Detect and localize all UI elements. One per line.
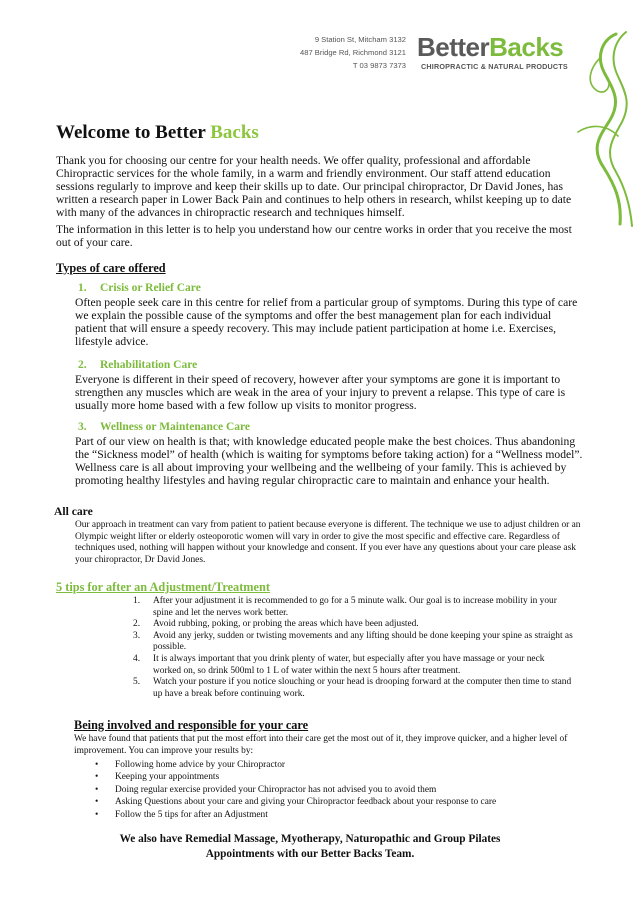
tip-number: 3. [133,630,141,641]
tip-text: Avoid rubbing, poking, or probing the areas which have been adjusted. [153,619,419,630]
care-type-title [78,359,197,371]
care-type-title [78,282,201,294]
all-care-text: Our approach in treatment can vary from patient to patient because everyone is different. The technique we use to adjust children or an Olympic weight lifter or elderly osteoporotic women will vary in order to give the most specific and effective care. Regardless of techniques used, nothing will happen without your knowledge and consent. If you ever have any questions about your care please ask your chiropractor, Dr David Jones. [75,520,581,566]
care-type-name: Crisis or Relief Care [100,282,201,294]
phone-line: T 03 9873 7373 [352,61,406,70]
tip-text: After your adjustment it is recommended to go for a 5 minute walk. Our goal is to increase mobility in your spine and let the nerves work better. [153,596,557,618]
list-item [95,784,496,796]
bullet-icon: • [95,772,99,783]
list-item-text: Following home advice by your Chiropractor [115,760,286,770]
address-line-2: 487 Bridge Rd, Richmond 3121 [300,48,406,57]
bullet-icon: • [95,797,99,808]
care-type-title [78,421,250,433]
care-type-name: Rehabilitation Care [100,359,198,371]
intro-paragraph: Thank you for choosing our centre for your health needs. We offer quality, professional and affordable Chiropractic services for the whole family, in a warm and friendly environment. Our staff attend education sessions regularly to improve and keep their skills up to date. Our principal chiropractor, Dr David Jones, has written a research paper in Lower Back Pain and continues to help others in research, whilst keeping up to date with many of the advances in chiropractic research and techniques himself. [56,154,572,219]
bullet-icon: • [95,760,99,770]
logo-word-backs: Backs [489,32,564,62]
all-care-heading: All care [54,505,93,518]
care-type-description: Everyone is different in their speed of recovery, however after your symptoms are gone it is important to strengthen any muscles which are weak in the area of your injury to prevent a relapse. This type of care is usually more home based with a few follow up visits to monitor progress. [75,373,566,412]
tip-text: It is always important that you drink plenty of water, but especially after you have massage or your neck worked on, so drink 500ml to 1 L of water within the next 5 hours after treatment. [153,653,545,676]
care-type-description: Part of our view on health is that; with knowledge educated people make the best choices. Thus abandoning the “Sickness model” of health (which is waiting for symptoms before taking action) for a “Wellness model”. Wellness care is all about improving your wellbeing and the wellbeing of your family. This is achieved by promoting healthy lifestyles and having regular chiropractic care to maintain and enhance your health. [75,435,583,487]
tip-number: 2. [133,619,141,630]
list-item [95,809,496,821]
tip-text: Watch your posture if you notice slouching or your head is drooping forward at the computer then time to stand up have a break before continuing work. [153,677,572,699]
tip-number: 5. [133,677,141,688]
list-item [95,759,496,771]
tip-item [133,677,573,700]
tip-item [133,631,573,654]
list-item-text: Asking Questions about your care and giving your Chiropractor feedback about your response to care [115,797,497,808]
logo-word-better: Better [417,32,490,62]
list-item [95,771,496,783]
involved-bullet-list [95,759,496,821]
tip-item [133,596,573,619]
bullet-icon: • [95,784,99,795]
care-type-number: 1. [78,282,87,294]
logo-tagline: CHIROPRACTIC & NATURAL PRODUCTS [421,62,568,71]
care-type-name: Wellness or Maintenance Care [100,421,251,433]
tips-list [133,596,573,700]
list-item-text: Follow the 5 tips for after an Adjustment [115,809,268,820]
list-item-text: Doing regular exercise provided your Chiropractor has not advised you to avoid them [115,784,437,795]
address-line-1: 9 Station St, Mitcham 3132 [314,35,406,44]
footer-line-1: We also have Remedial Massage, Myotherapy, Naturopathic and Group Pilates [119,833,501,845]
care-type-description: Often people seek care in this centre for relief from a particular group of symptoms. During this type of care we explain the possible cause of the symptoms and offer the best management plan for each individual patient that will ensure a speedy recovery. This may include patient participation at home i.e. Exercises, lifestyle advice. [75,296,578,348]
list-item-text: Keeping your appointments [115,772,220,783]
tip-number: 1. [133,596,141,606]
tip-item [133,619,573,631]
care-type-number: 3. [78,421,87,433]
tip-number: 4. [133,653,141,664]
bullet-icon: • [95,809,99,820]
title-part-2: Backs [210,122,259,143]
intro-purpose: The information in this letter is to help you understand how our centre works in order that you receive the most out of your care. [56,223,572,249]
logo-wordmark [417,33,563,61]
page-title [56,122,259,144]
footer-note [110,832,510,862]
tips-heading: 5 tips for after an Adjustment/Treatment [56,580,270,594]
tip-item [133,654,573,677]
involved-heading: Being involved and responsible for your care [74,718,309,732]
list-item [95,796,496,808]
title-part-1: Welcome to Better [56,122,211,143]
care-type-number: 2. [78,359,87,371]
footer-line-2: Appointments with our Better Backs Team. [205,848,415,860]
types-heading: Types of care offered [56,261,166,275]
involved-text: We have found that patients that put the most effort into their care get the most out of it, they improve quicker, and a higher level of improvement. You can improve your results by: [74,734,568,756]
tip-text: Avoid any jerky, sudden or twisting movements and any lifting should be done keeping your spine as straight as possible. [153,630,573,653]
